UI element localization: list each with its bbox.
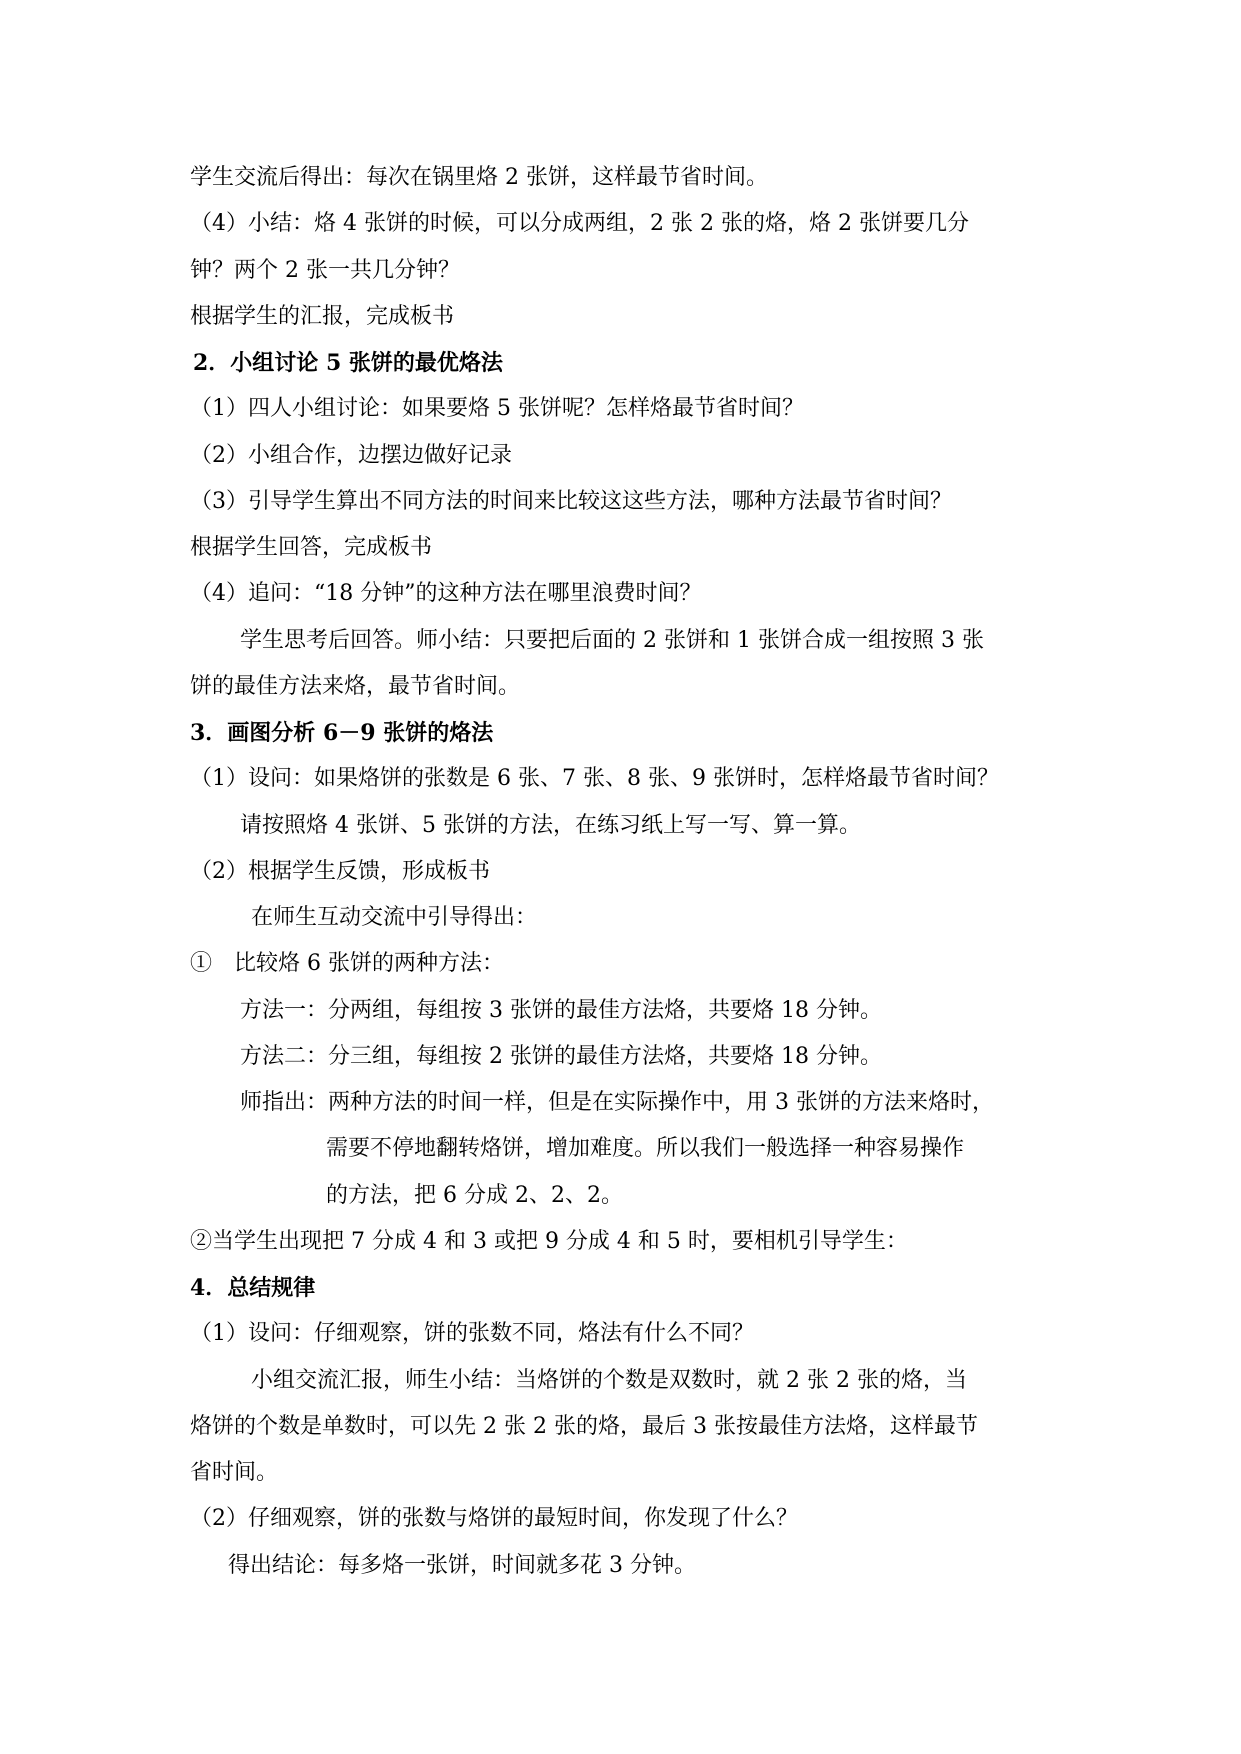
text-line: （1）设问：仔细观察，饼的张数不同，烙法有什么不同？ [190,1321,754,1346]
text-line: ②当学生出现把 7 分成 4 和 3 或把 9 分成 4 和 5 时，要相机引导学生： [190,1229,908,1254]
text-line: ① 比较烙 6 张饼的两种方法： [190,951,504,976]
text-line: 请按照烙 4 张饼、5 张饼的方法，在练习纸上写一写、算一算。 [240,813,861,838]
text-line: （1）四人小组讨论：如果要烙 5 张饼呢？怎样烙最节省时间？ [190,396,804,421]
text-line: 学生思考后回答。师小结：只要把后面的 2 张饼和 1 张饼合成一组按照 3 张 [240,628,984,653]
text-line: （4）追问：“18 分钟”的这种方法在哪里浪费时间？ [190,581,702,606]
text-line: （2）仔细观察，饼的张数与烙饼的最短时间，你发现了什么？ [190,1506,798,1531]
text-line: 根据学生回答，完成板书 [190,535,433,560]
text-line: 方法一：分两组，每组按 3 张饼的最佳方法烙，共要烙 18 分钟。 [240,998,882,1023]
text-line: 需要不停地翻转烙饼，增加难度。所以我们一般选择一种容易操作 [326,1136,965,1161]
text-line: （2）小组合作，边摆边做好记录 [190,443,512,468]
text-line: 的方法，把 6 分成 2、2、2。 [326,1183,623,1208]
text-line: （4）小结：烙 4 张饼的时候，可以分成两组，2 张 2 张的烙，烙 2 张饼要几分 [190,211,969,236]
text-line: 得出结论：每多烙一张饼，时间就多花 3 分钟。 [228,1553,696,1578]
text-line: 小组交流汇报，师生小结：当烙饼的个数是双数时，就 2 张 2 张的烙，当 [251,1368,967,1393]
text-line: 饼的最佳方法来烙，最节省时间。 [190,674,521,699]
text-line: 师指出：两种方法的时间一样，但是在实际操作中，用 3 张饼的方法来烙时， [240,1090,994,1115]
text-line: 根据学生的汇报，完成板书 [190,304,455,329]
text-line: 钟？两个 2 张一共几分钟？ [190,258,460,283]
text-line: 省时间。 [190,1460,279,1485]
text-line: （1）设问：如果烙饼的张数是 6 张、7 张、8 张、9 张饼时，怎样烙最节省时间？ [190,766,999,791]
text-line: 在师生互动交流中引导得出： [251,905,538,930]
section-heading: 2．小组讨论 5 张饼的最优烙法 [193,350,503,376]
section-heading: 3．画图分析 6－9 张饼的烙法 [190,720,494,746]
text-line: （3）引导学生算出不同方法的时间来比较这这些方法，哪种方法最节省时间？ [190,489,952,514]
text-line: （2）根据学生反馈，形成板书 [190,859,490,884]
text-line: 学生交流后得出：每次在锅里烙 2 张饼，这样最节省时间。 [190,165,768,190]
text-line: 烙饼的个数是单数时，可以先 2 张 2 张的烙，最后 3 张按最佳方法烙，这样最节 [190,1414,978,1439]
text-line: 方法二：分三组，每组按 2 张饼的最佳方法烙，共要烙 18 分钟。 [240,1044,882,1069]
section-heading: 4．总结规律 [190,1275,316,1301]
